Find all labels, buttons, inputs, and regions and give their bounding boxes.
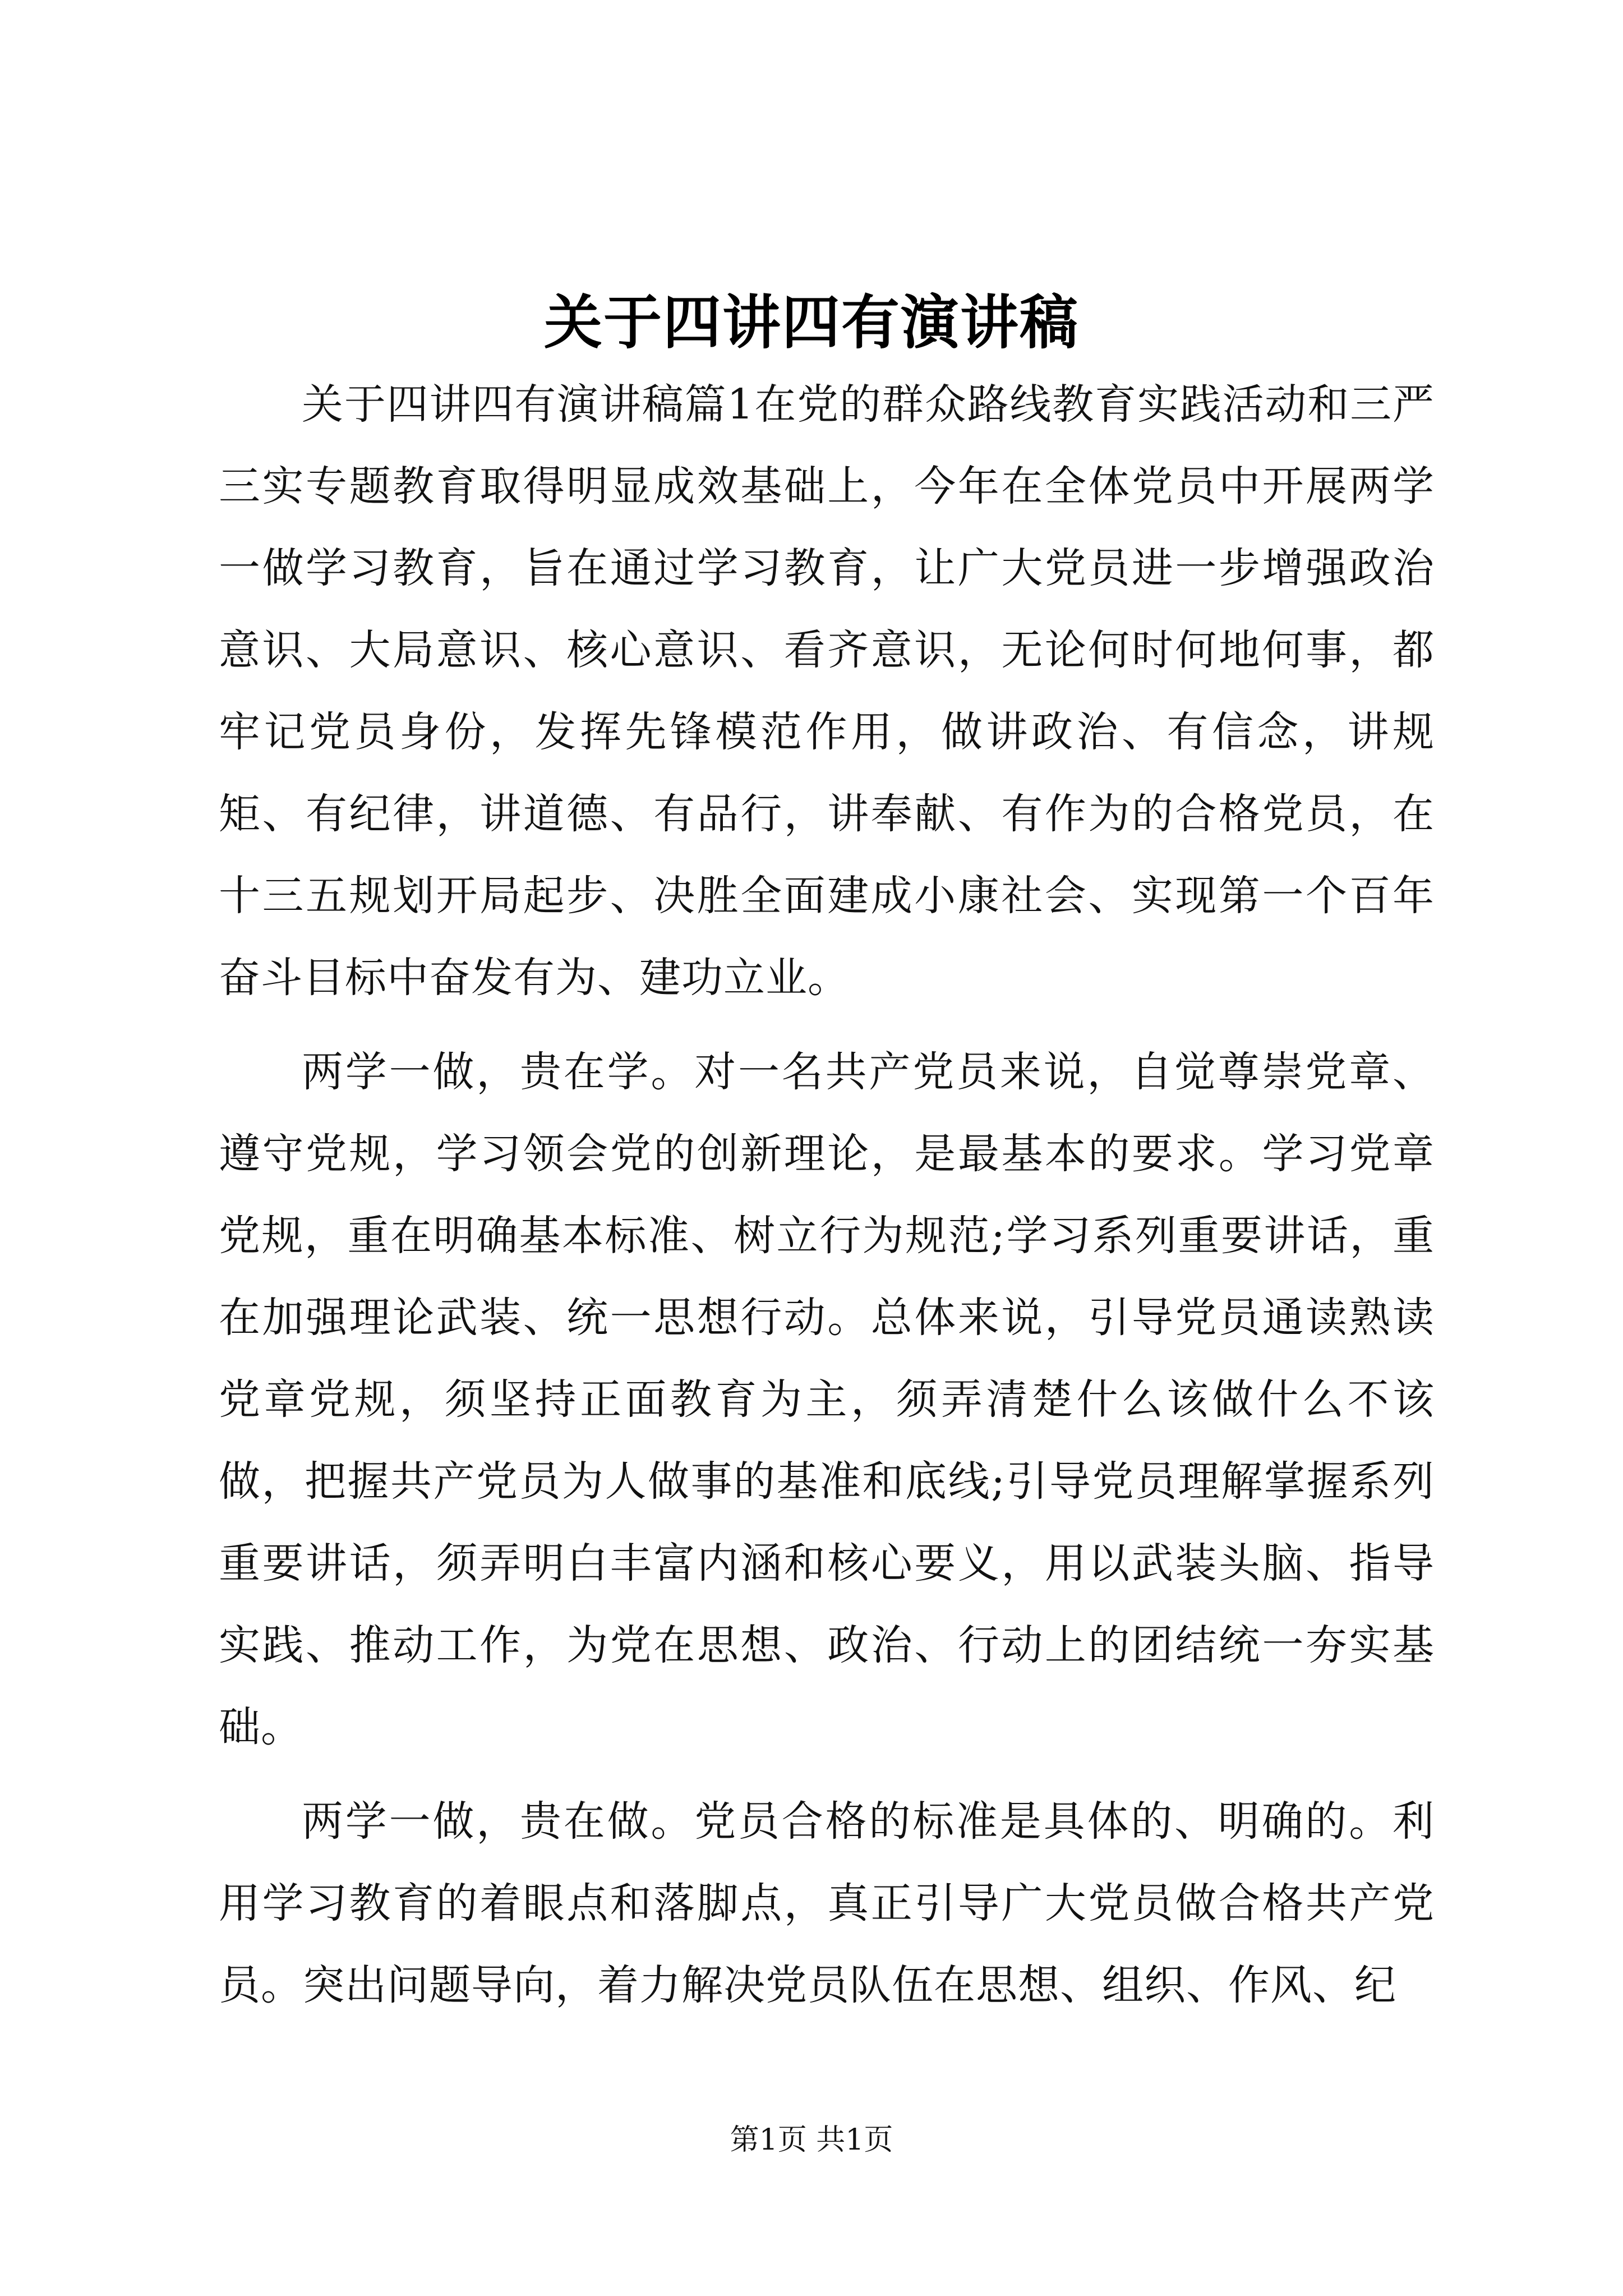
document-title: 关于四讲四有演讲稿 [543, 288, 1079, 357]
document-body [219, 364, 1435, 2039]
paragraph-1: 关于四讲四有演讲稿篇1在党的群众路线教育实践活动和三严三实专题教育取得明显成效基础上，今年在全体党员中开展两学一做学习教育，旨在通过学习教育，让广大党员进一步增强政治意识、大局意识、核心意识、看齐意识，无论何时何地何事，都牢记党员身份，发挥先锋模范作用，做讲政治、有信念，讲规矩、有纪律，讲道德、有品行，讲奉献、有作为的合格党员，在十三五规划开局起步、决胜全面建成小康社会、实现第一个百年奋斗目标中奋发有为、建功立业。 [219, 380, 1435, 1002]
page-number-footer: 第1页 共1页 [730, 2123, 893, 2157]
paragraph-3: 两学一做，贵在做。党员合格的标准是具体的、明确的。利用学习教育的着眼点和落脚点，真正引导广大党员做合格共产党员。突出问题导向，着力解决党员队伍在思想、组织、作风、纪 [219, 1797, 1435, 2009]
paragraph-2: 两学一做，贵在学。对一名共产党员来说，自觉尊崇党章、遵守党规，学习领会党的创新理论，是最基本的要求。学习党章党规，重在明确基本标准、树立行为规范;学习系列重要讲话，重在加强理论武装、统一思想行动。总体来说，引导党员通读熟读党章党规，须坚持正面教育为主，须弄清楚什么该做什么不该做，把握共产党员为人做事的基准和底线;引导党员理解掌握系列重要讲话，须弄明白丰富内涵和核心要义，用以武装头脑、指导实践、推动工作，为党在思想、政治、行动上的团结统一夯实基础。 [219, 1048, 1435, 1751]
